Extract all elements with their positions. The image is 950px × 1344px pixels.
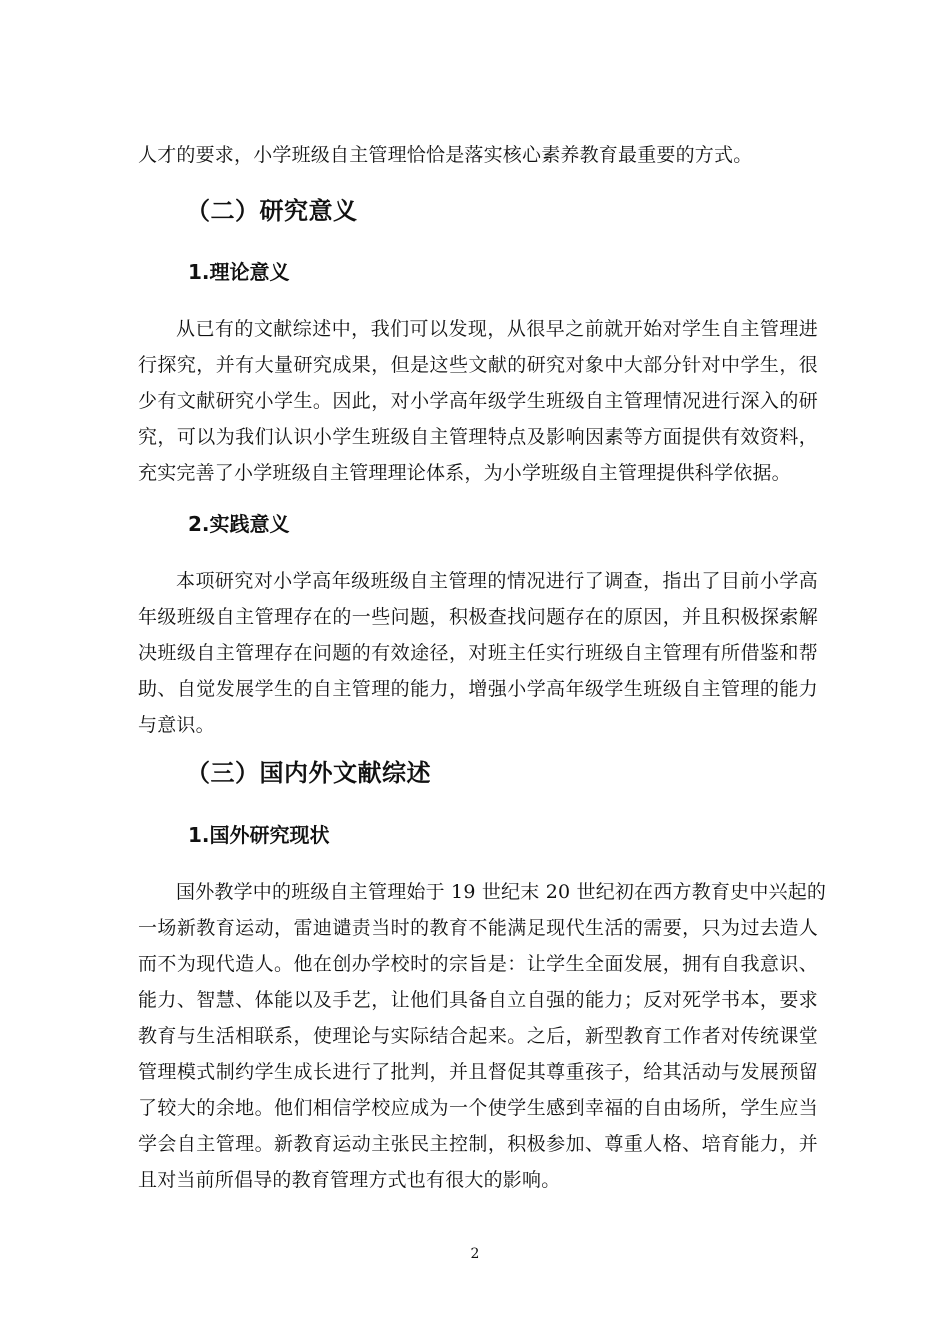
continuation-line: 人才的要求，小学班级自主管理恰恰是落实核心素养教育最重要的方式。 [138, 144, 753, 166]
paragraph-line: 学会自主管理。新教育运动主张民主控制，积极参加、尊重人格、培育能力，并 [138, 1133, 818, 1155]
subheading-theoretical-significance: 1.理论意义 [188, 260, 290, 284]
paragraph-line: 了较大的余地。他们相信学校应成为一个使学生感到幸福的自由场所，学生应当 [138, 1097, 818, 1119]
subheading-practical-significance: 2.实践意义 [188, 512, 290, 536]
paragraph-line: 究，可以为我们认识小学生班级自主管理特点及影响因素等方面提供有效资料， [138, 426, 818, 448]
paragraph-line: 而不为现代造人。他在创办学校时的宗旨是：让学生全面发展，拥有自我意识、 [138, 953, 818, 975]
paragraph-line: 充实完善了小学班级自主管理理论体系，为小学班级自主管理提供科学依据。 [138, 462, 791, 484]
paragraph-line: 行探究，并有大量研究成果，但是这些文献的研究对象中大部分针对中学生，很 [138, 354, 818, 376]
paragraph-line: 年级班级自主管理存在的一些问题，积极查找问题存在的原因，并且积极探索解 [138, 606, 818, 628]
paragraph-line: 本项研究对小学高年级班级自主管理的情况进行了调查，指出了目前小学高 [176, 570, 818, 592]
paragraph-line: 教育与生活相联系，使理论与实际结合起来。之后，新型教育工作者对传统课堂 [138, 1025, 818, 1047]
paragraph-line: 管理模式制约学生成长进行了批判，并且督促其尊重孩子，给其活动与发展预留 [138, 1061, 818, 1083]
paragraph-line: 从已有的文献综述中，我们可以发现，从很早之前就开始对学生自主管理进 [176, 318, 818, 340]
section-heading-research-significance: （二）研究意义 [186, 197, 358, 225]
paragraph-line: 能力、智慧、体能以及手艺，让他们具备自立自强的能力；反对死学书本，要求 [138, 989, 818, 1011]
subheading-foreign-research-status: 1.国外研究现状 [188, 823, 330, 847]
page-number: 2 [470, 1246, 480, 1262]
paragraph-line: 少有文献研究小学生。因此，对小学高年级学生班级自主管理情况进行深入的研 [138, 390, 818, 412]
paragraph-line: 与意识。 [138, 714, 215, 736]
section-heading-literature-review: （三）国内外文献综述 [186, 759, 431, 787]
paragraph-line: 决班级自主管理存在问题的有效途径，对班主任实行班级自主管理有所借鉴和帮 [138, 642, 818, 664]
paragraph-line: 且对当前所倡导的教育管理方式也有很大的影响。 [138, 1169, 561, 1191]
paragraph-line: 国外教学中的班级自主管理始于 19 世纪末 20 世纪初在西方教育史中兴起的 [176, 881, 827, 903]
paragraph-line: 助、自觉发展学生的自主管理的能力，增强小学高年级学生班级自主管理的能力 [138, 678, 818, 700]
paragraph-line: 一场新教育运动，雷迪谴责当时的教育不能满足现代生活的需要，只为过去造人 [138, 917, 818, 939]
